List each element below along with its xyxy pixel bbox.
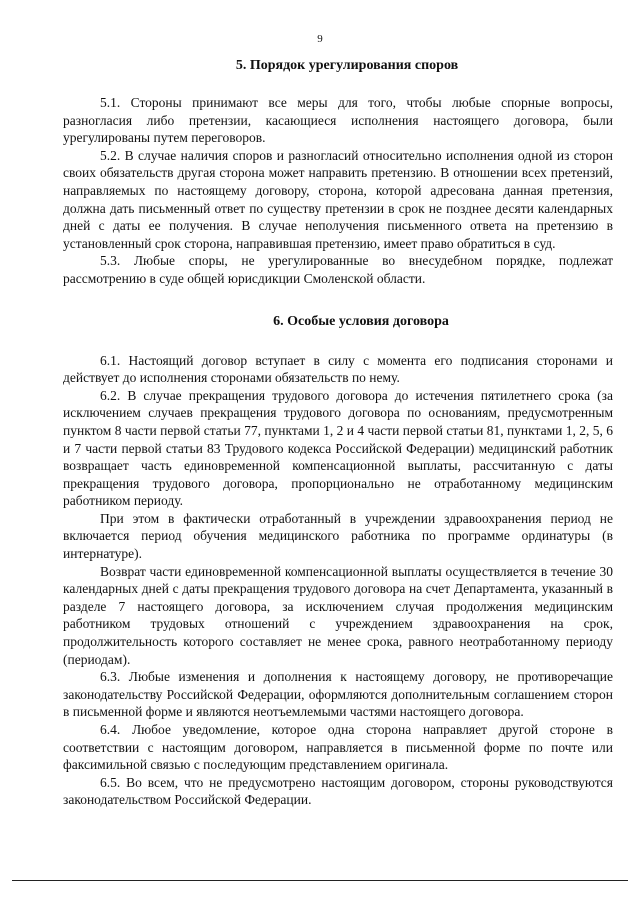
page-number: 9 [317, 33, 323, 45]
section-heading: 5. Порядок урегулирования споров [235, 58, 459, 73]
section-dispute-resolution [63, 57, 613, 288]
clause-6-2-note: При этом в фактически отработанный в учреждении здравоохранения период не включается период обучения медицинского работника по программе ординатуры (в интернатуре). [63, 510, 613, 562]
section-body [63, 94, 613, 288]
clause-6-3: 6.3. Любые изменения и дополнения к настоящему договору, не противоречащие законодательству Российской Федерации, оформляются дополнительным соглашением сторон в письменной форме и являются неотъемлемыми частями настоящего договора. [63, 669, 613, 720]
section-special-conditions [63, 313, 613, 809]
clause-5-1: 5.1. Стороны принимают все меры для того, чтобы любые спорные вопросы, разногласия либо претензии, касающиеся исполнения настоящего договора, были урегулированы путем переговоров. [63, 95, 613, 146]
clause-6-2: 6.2. В случае прекращения трудового договора до истечения пятилетнего срока (за исключением случаев прекращения трудового договора по основаниям, предусмотренным пунктом 8 части первой статьи 77, пунктами 1, 2 и 4 части первой статьи 81, пунктами 1, 2, 5, 6 и 7 части первой статьи 83 Трудового кодекса Российской Федерации) медицинский работник возвращает часть единовременной компенсационной выплаты, рассчитанную с даты прекращения трудового договора, пропорционально не отработанному медицинским работником периоду. [63, 387, 613, 509]
clause-6-2-refund: Возврат части единовременной компенсационной выплаты осуществляется в течение 30 календарных дней с даты прекращения трудового договора на счет Департамента, указанный в разделе 7 настоящего договора, за исключением случая продолжения медицинским работником трудовых отношений с учреждением здравоохранения на срок, продолжительность которого составляет не менее срока, равного неотработанному периоду (периодам). [63, 563, 613, 667]
page-bottom-rule [12, 880, 628, 881]
document-content [63, 57, 613, 809]
clause-6-5: 6.5. Во всем, что не предусмотрено настоящим договором, стороны руководствуются законодательством Российской Федерации. [63, 774, 613, 808]
section-body [63, 352, 613, 809]
clause-6-4: 6.4. Любое уведомление, которое одна сторона направляет другой стороне в соответствии с настоящим договором, направляется в письменной форме по почте или факсимильной связью с последующим представлением оригинала. [63, 722, 613, 773]
section-heading: 6. Особые условия договора [273, 313, 449, 329]
clause-6-1: 6.1. Настоящий договор вступает в силу с момента его подписания сторонами и действует до исполнения сторонами обязательств по нему. [63, 352, 613, 386]
clause-5-2: 5.2. В случае наличия споров и разногласий относительно исполнения одной из сторон своих обязательств другая сторона может направить претензию. В отношении всех претензий, направляемых по настоящему договору, сторона, которой адресована данная претензия, должна дать письменный ответ по существу претензии в срок не позднее десяти календарных дней с даты ее получения. В случае неполучения письменного ответа на претензию в установленный срок сторона, направившая претензию, имеет право обратиться в суд. [63, 147, 613, 251]
clause-5-3: 5.3. Любые споры, не урегулированные во внесудебном порядке, подлежат рассмотрению в суде общей юрисдикции Смоленской области. [63, 253, 613, 286]
